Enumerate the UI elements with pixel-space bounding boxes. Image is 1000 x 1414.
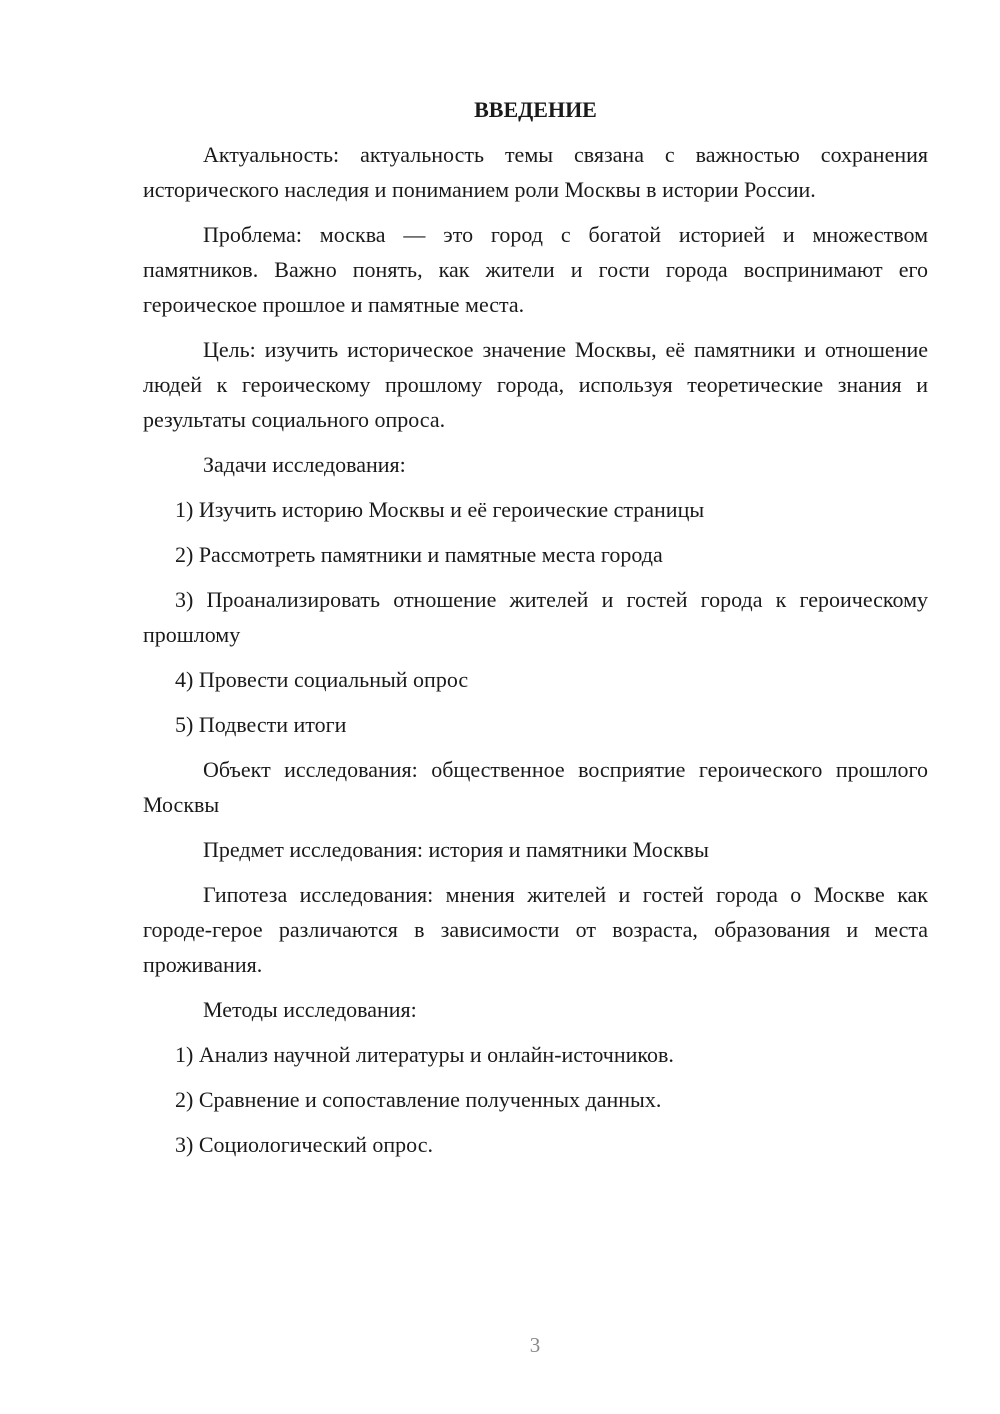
page-content (143, 92, 928, 1172)
method-item: 3) Социологический опрос. (175, 1132, 433, 1157)
object-paragraph: Объект исследования: общественное восприятие героического прошлого Москвы (143, 757, 928, 817)
task-item: 5) Подвести итоги (175, 712, 347, 737)
method-item: 2) Сравнение и сопоставление полученных данных. (175, 1087, 662, 1112)
page-number: 3 (529, 1333, 541, 1357)
section-title: ВВЕДЕНИЕ (474, 97, 597, 122)
goal-paragraph: Цель: изучить историческое значение Москвы, её памятники и отношение людей к героическому прошлому города, используя теоретические знания и результаты социального опроса. (143, 337, 928, 432)
task-item: 1) Изучить историю Москвы и её героические страницы (175, 497, 705, 522)
task-item: 3) Проанализировать отношение жителей и гостей города к героическому прошлому (143, 587, 928, 647)
method-item: 1) Анализ научной литературы и онлайн-источников. (175, 1042, 674, 1067)
task-item: 4) Провести социальный опрос (175, 667, 469, 692)
relevance-paragraph: Актуальность: актуальность темы связана с важностью сохранения исторического наследия и пониманием роли Москвы в истории России. (143, 142, 928, 202)
task-item: 2) Рассмотреть памятники и памятные места города (175, 542, 663, 567)
problem-paragraph: Проблема: москва — это город с богатой историей и множеством памятников. Важно понять, как жители и гости города воспринимают его героическое прошлое и памятные места. (143, 222, 928, 317)
hypothesis-paragraph: Гипотеза исследования: мнения жителей и гостей города о Москве как городе-герое различаются в зависимости от возраста, образования и места проживания. (143, 882, 928, 977)
subject-paragraph: Предмет исследования: история и памятники Москвы (203, 837, 709, 862)
tasks-heading: Задачи исследования: (203, 452, 406, 477)
methods-heading: Методы исследования: (203, 997, 417, 1022)
